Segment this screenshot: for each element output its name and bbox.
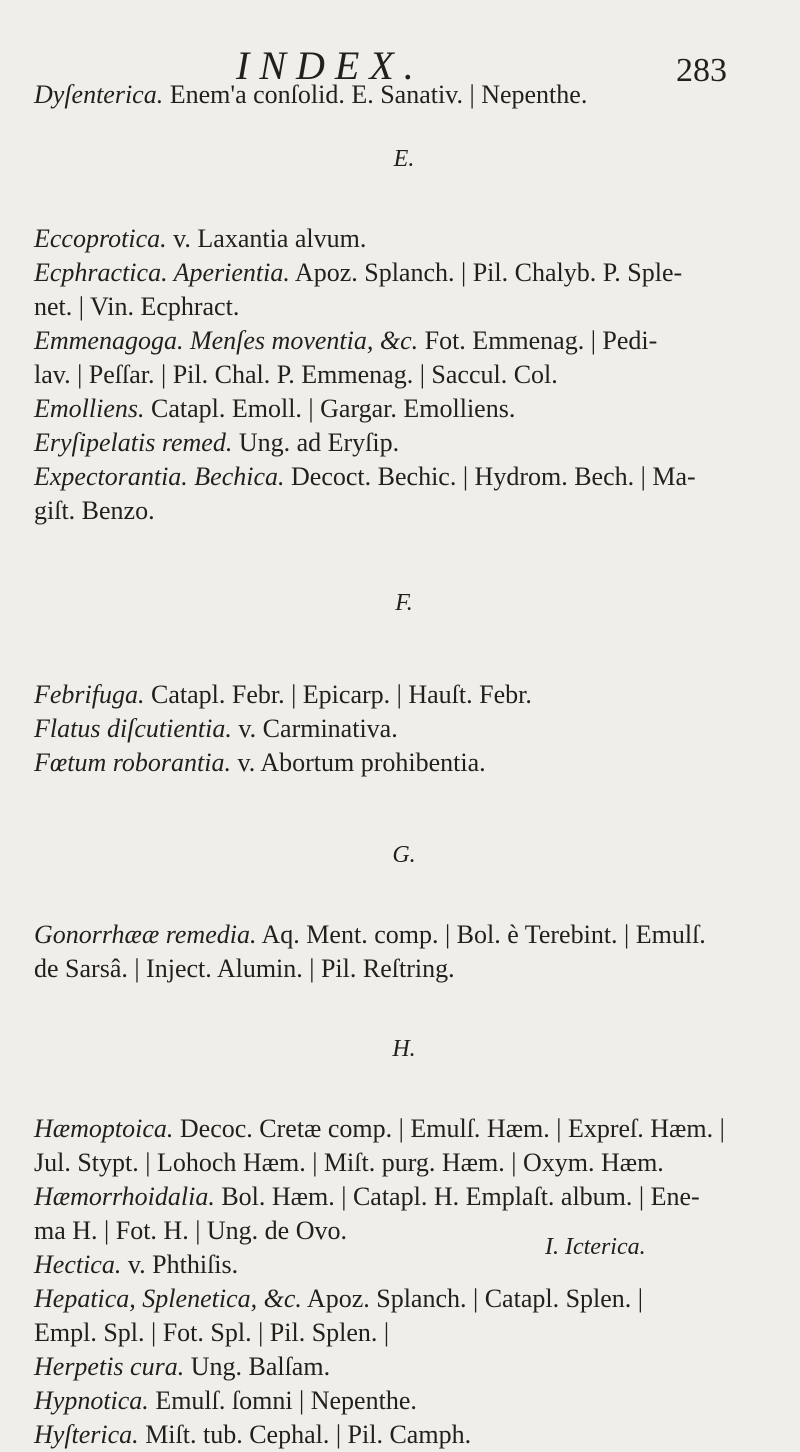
index-line <box>34 290 774 324</box>
section-letter: F. <box>395 590 413 616</box>
entry-text: Ung. Balſam. <box>184 1352 331 1381</box>
index-line <box>34 324 774 358</box>
entry-heading: Hyſterica. <box>34 1420 139 1449</box>
line-gap <box>34 528 774 586</box>
entry-heading: Febrifuga. <box>34 680 145 709</box>
index-line <box>34 78 774 112</box>
entry-text: net. | Vin. Ecphract. <box>34 292 240 321</box>
entry-text: lav. | Peſſar. | Pil. Chal. P. Emmenag. | Saccul. Col. <box>34 360 558 389</box>
entry-text: Catapl. Emoll. | Gargar. Emolliens. <box>144 394 516 423</box>
index-line <box>34 426 774 460</box>
entry-heading: Flatus diſcutientia. <box>34 714 232 743</box>
index-line <box>34 222 774 256</box>
index-line <box>34 1112 774 1146</box>
entry-text: Catapl. Febr. | Epicarp. | Hauſt. Febr. <box>144 680 532 709</box>
index-line <box>34 1248 774 1282</box>
entry-heading: Fœtum roborantia. <box>34 748 231 777</box>
index-line <box>34 952 774 986</box>
entry-heading: Gonorrhææ remedia. <box>34 920 257 949</box>
entry-text: Apoz. Splanch. | Catapl. Splen. | <box>301 1284 644 1313</box>
entry-heading: Hæmorrhoidalia. <box>34 1182 215 1211</box>
entry-heading: Ecphractica. Aperientia. <box>34 258 290 287</box>
entry-text: giſt. Benzo. <box>34 496 155 525</box>
entry-text: Enem'a conſolid. E. Sanativ. | Nepenthe. <box>163 80 588 109</box>
entry-text: v. Laxantia alvum. <box>166 224 367 253</box>
entry-text: de Sarsâ. | Inject. Alumin. | Pil. Reſtring. <box>34 954 455 983</box>
line-gap <box>34 1066 774 1112</box>
entry-text: Decoc. Cretæ comp. | Emulſ. Hæm. | Expreſ. Hæm. | <box>173 1114 725 1143</box>
index-line <box>34 358 774 392</box>
entry-text: Jul. Stypt. | Lohoch Hæm. | Miſt. purg. Hæm. | Oxym. Hæm. <box>34 1148 664 1177</box>
index-line <box>34 1350 774 1384</box>
entry-heading: Hæmoptoica. <box>34 1114 174 1143</box>
entry-text: Bol. Hæm. | Catapl. H. Emplaſt. album. | Ene- <box>214 1182 700 1211</box>
entry-heading: Expectorantia. Bechica. <box>34 462 285 491</box>
line-gap <box>34 112 774 142</box>
index-line <box>34 1146 774 1180</box>
entry-text: Fot. Emmenag. | Pedi- <box>418 326 658 355</box>
index-line <box>34 1384 774 1418</box>
entry-text: Emulſ. ſomni | Nepenthe. <box>148 1386 417 1415</box>
entry-text: Apoz. Splanch. | Pil. Chalyb. P. Sple- <box>289 258 683 287</box>
entry-text: v. Abortum prohibentia. <box>230 748 486 777</box>
entry-heading: Dyſenterica. <box>34 80 164 109</box>
line-gap <box>34 986 774 1032</box>
section-letter: E. <box>393 146 415 172</box>
line-gap <box>34 780 774 838</box>
line-gap <box>34 176 774 222</box>
entry-text: Ung. ad Eryſip. <box>232 428 400 457</box>
index-line <box>34 460 774 494</box>
index-line <box>34 712 774 746</box>
index-line <box>34 1282 774 1316</box>
page-number: 283 <box>676 52 727 89</box>
entry-text: v. Carminativa. <box>231 714 398 743</box>
index-line <box>34 256 774 290</box>
entry-heading: Herpetis cura. <box>34 1352 185 1381</box>
index-line <box>34 678 774 712</box>
entry-heading: Eryſipelatis remed. <box>34 428 233 457</box>
index-line <box>34 1214 774 1248</box>
line-gap <box>34 620 774 678</box>
section-letter: H. <box>392 1036 416 1062</box>
entry-heading: Hypnotica. <box>34 1386 149 1415</box>
section-letter: G. <box>392 842 416 868</box>
entry-heading: Emolliens. <box>34 394 145 423</box>
index-entries <box>34 78 774 1452</box>
entry-text: Aq. Ment. comp. | Bol. è Terebint. | Emulſ. <box>256 920 706 949</box>
index-line <box>34 392 774 426</box>
entry-text: Empl. Spl. | Fot. Spl. | Pil. Splen. | <box>34 1318 390 1347</box>
entry-text: Miſt. tub. Cephal. | Pil. Camph. <box>138 1420 472 1449</box>
index-line <box>34 918 774 952</box>
entry-heading: Eccoprotica. <box>34 224 167 253</box>
entry-text: ma H. | Fot. H. | Ung. de Ovo. <box>34 1216 348 1245</box>
index-line <box>34 1316 774 1350</box>
index-line <box>34 494 774 528</box>
line-gap <box>34 872 774 918</box>
running-title: INDEX. <box>236 43 424 88</box>
index-line <box>34 1418 774 1452</box>
entry-heading: Emmenagoga. Menſes moventia, &c. <box>34 326 419 355</box>
index-line <box>34 1180 774 1214</box>
entry-heading: Hepatica, Splenetica, &c. <box>34 1284 302 1313</box>
catchword: I. Icterica. <box>545 1234 646 1260</box>
entry-heading: Hectica. <box>34 1250 122 1279</box>
entry-text: v. Phthiſis. <box>121 1250 239 1279</box>
entry-text: Decoct. Bechic. | Hydrom. Bech. | Ma- <box>284 462 696 491</box>
index-line <box>34 746 774 780</box>
